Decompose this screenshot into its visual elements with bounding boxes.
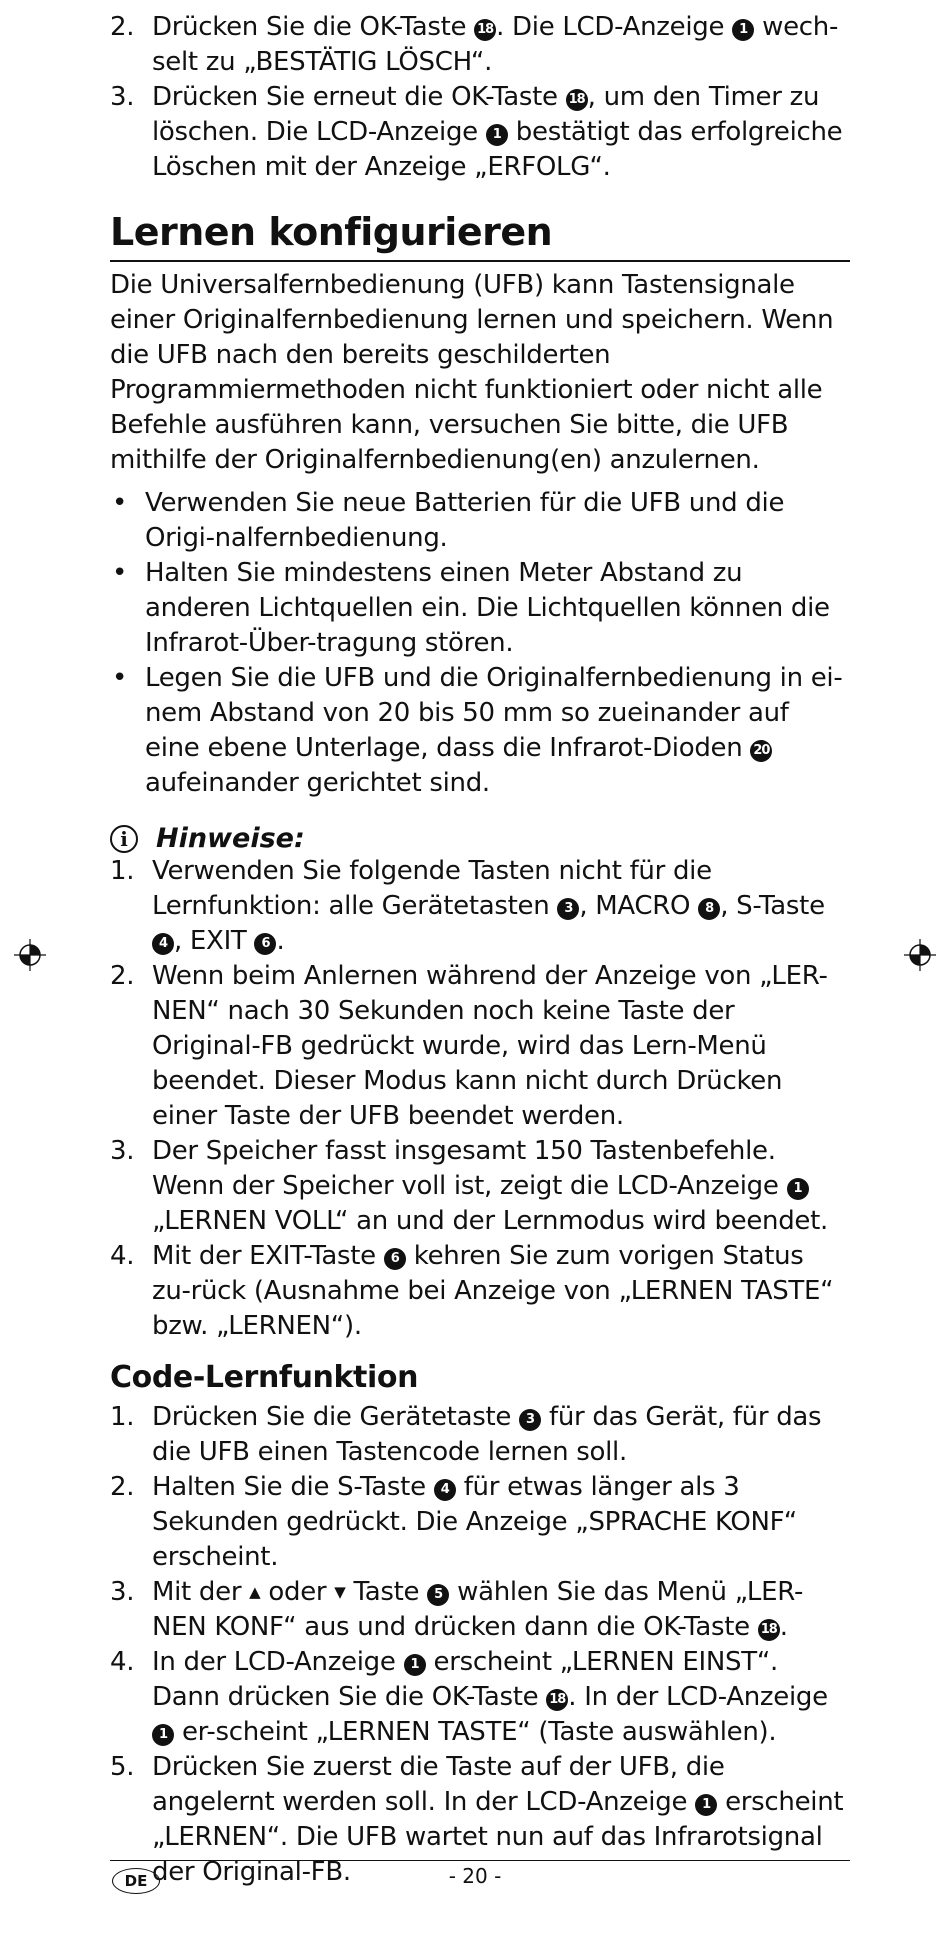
text-run: wech-selt zu „BESTÄTIG LÖSCH“. — [152, 12, 839, 77]
text-run: In der LCD-Anzeige — [152, 1647, 404, 1677]
text-run: Taste — [345, 1577, 428, 1607]
page-number: - 20 - — [448, 1864, 502, 1888]
text-run: für etwas länger als 3 Sekunden gedrückt. Die Anzeige „SPRACHE KONF“ erscheint. — [152, 1472, 797, 1572]
note-item — [110, 1134, 850, 1239]
item-number: 2. — [110, 961, 135, 991]
text-run: oder — [260, 1577, 335, 1607]
text-run: kehren Sie zum vorigen Status zu-rück (Ausnahme bei Anzeige von „LERNEN TASTE“ bzw. „LERNEN“). — [152, 1241, 834, 1341]
reference-number-badge: 18 — [758, 1619, 780, 1641]
item-text — [152, 10, 850, 80]
item-number: 1. — [110, 1402, 135, 1432]
note-item — [110, 959, 850, 1134]
reference-number-badge: 1 — [152, 1724, 174, 1746]
item-text — [152, 1575, 850, 1645]
text-run: Legen Sie die UFB und die Originalfernbedienung in ei-nem Abstand von 20 bis 50 mm so zueinander auf eine ebene Unterlage, dass die Infrarot-Dioden — [145, 663, 843, 763]
text-run: erscheint „LERNEN EINST“. Dann drücken Sie die OK-Taste — [152, 1647, 778, 1712]
reference-number-badge: 1 — [732, 19, 754, 41]
text-run: Drücken Sie die Gerätetaste — [152, 1402, 520, 1432]
bullet-icon: • — [112, 488, 128, 518]
text-run: Der Speicher fasst insgesamt 150 Tastenbefehle. Wenn der Speicher voll ist, zeigt die LCD-Anzeige — [152, 1136, 787, 1201]
arrow-down-icon: ▼ — [334, 1583, 346, 1601]
registration-mark-right-icon — [904, 939, 936, 971]
text-run: Mit der EXIT-Taste — [152, 1241, 384, 1271]
reference-number-badge: 4 — [152, 933, 174, 955]
item-text — [152, 854, 850, 959]
item-text — [145, 661, 850, 801]
item-number: 3. — [110, 82, 135, 112]
reference-number-badge: 4 — [434, 1479, 456, 1501]
text-run: Drücken Sie zuerst die Taste auf der UFB, die angelernt werden soll. In der LCD-Anzeige — [152, 1752, 725, 1817]
note-item — [110, 854, 850, 959]
reference-number-badge: 18 — [474, 19, 496, 41]
step-item — [110, 10, 850, 80]
text-run: Verwenden Sie folgende Tasten nicht für die Lernfunktion: alle Gerätetasten — [152, 856, 712, 921]
item-number: 2. — [110, 1472, 135, 1502]
bullet-icon: • — [112, 558, 128, 588]
text-run: für das Gerät, für das die UFB einen Tastencode lernen soll. — [152, 1402, 822, 1467]
step-item — [110, 80, 850, 185]
item-number: 4. — [110, 1647, 135, 1677]
text-run: Halten Sie die S-Taste — [152, 1472, 434, 1502]
registration-mark-left-icon — [14, 939, 46, 971]
intro-paragraph: Die Universalfernbedienung (UFB) kann Tastensignale einer Originalfernbedienung lernen und speichern. Wenn die UFB nach den bereits geschilderten Programmiermethoden nicht funktioniert oder nicht alle Befehle ausführen kann, versuchen Sie bitte, die UFB mithilfe der Originalfernbedienung(en) anzulernen. — [110, 270, 834, 475]
code-steps-list — [110, 1400, 850, 1890]
text-run: aufeinander gerichtet sind. — [145, 768, 490, 798]
info-icon: i — [110, 825, 138, 853]
note-item — [110, 1239, 850, 1344]
arrow-up-icon: ▲ — [249, 1583, 261, 1601]
reference-number-badge: 6 — [384, 1248, 406, 1270]
reference-number-badge: 5 — [427, 1584, 449, 1606]
reference-number-badge: 1 — [695, 1794, 717, 1816]
reference-number-badge: 20 — [750, 740, 772, 762]
text-run: , um den Timer zu löschen. Die LCD-Anzeige — [152, 82, 820, 147]
notes-list — [110, 854, 850, 1344]
item-number: 3. — [110, 1577, 135, 1607]
text-run: . In der LCD-Anzeige — [568, 1682, 828, 1712]
text-run: bestätigt das erfolgreiche Löschen mit der Anzeige „ERFOLG“. — [152, 117, 843, 182]
bullet-item — [110, 661, 850, 801]
section-title: Lernen konfigurieren — [110, 210, 553, 254]
bullet-icon: • — [112, 663, 128, 693]
item-text — [152, 1400, 850, 1470]
text-run: . Die LCD-Anzeige — [496, 12, 733, 42]
item-number: 4. — [110, 1241, 135, 1271]
item-text — [152, 1645, 850, 1750]
item-text — [152, 1470, 850, 1575]
text-run: wählen Sie das Menü „LER-NEN KONF“ aus und drücken dann die OK-Taste — [152, 1577, 804, 1642]
hinweise-label: Hinweise: — [156, 823, 305, 854]
text-run: Drücken Sie die OK-Taste — [152, 12, 475, 42]
item-text — [152, 1239, 850, 1344]
reference-number-badge: 3 — [557, 898, 579, 920]
item-number: 5. — [110, 1752, 135, 1782]
text-run: Drücken Sie erneut die OK-Taste — [152, 82, 566, 112]
reference-number-badge: 1 — [486, 124, 508, 146]
reference-number-badge: 1 — [787, 1178, 809, 1200]
bullet-list — [110, 486, 850, 801]
text-run: . — [276, 926, 285, 956]
continued-steps-list — [110, 10, 850, 185]
subsection-title: Code-Lernfunktion — [110, 1360, 419, 1395]
item-number: 1. — [110, 856, 135, 886]
text-run: erscheint „LERNEN“. Die UFB wartet nun auf das Infrarotsignal der Original-FB. — [152, 1787, 844, 1887]
text-run: Mit der — [152, 1577, 250, 1607]
text-run: , S-Taste — [720, 891, 825, 921]
bullet-item — [110, 556, 850, 661]
item-text — [152, 959, 850, 1134]
text-run: , MACRO — [579, 891, 699, 921]
item-number: 3. — [110, 1136, 135, 1166]
step-item — [110, 1645, 850, 1750]
item-text — [145, 486, 850, 556]
reference-number-badge: 18 — [546, 1689, 568, 1711]
step-item — [110, 1470, 850, 1575]
text-run: Verwenden Sie neue Batterien für die UFB und die Origi-nalfernbedienung. — [145, 488, 785, 553]
reference-number-badge: 1 — [404, 1654, 426, 1676]
reference-number-badge: 3 — [519, 1409, 541, 1431]
item-text — [152, 1134, 850, 1239]
section-title-rule — [110, 260, 850, 262]
bullet-item — [110, 486, 850, 556]
reference-number-badge: 6 — [254, 933, 276, 955]
item-text — [145, 556, 850, 661]
text-run: Halten Sie mindestens einen Meter Abstand zu anderen Lichtquellen ein. Die Lichtquellen können die Infrarot-Über-tragung stören. — [145, 558, 830, 658]
footer-rule — [110, 1860, 850, 1861]
text-run: . — [779, 1612, 788, 1642]
reference-number-badge: 18 — [566, 89, 588, 111]
reference-number-badge: 8 — [698, 898, 720, 920]
text-run: „LERNEN VOLL“ an und der Lernmodus wird beendet. — [152, 1206, 828, 1236]
item-number: 2. — [110, 12, 135, 42]
text-run: Wenn beim Anlernen während der Anzeige von „LER-NEN“ nach 30 Sekunden noch keine Taste der Original-FB gedrückt wurde, wird das Lern-Menü beendet. Dieser Modus kann nicht durch Drücken einer Taste der UFB beendet werden. — [152, 961, 828, 1131]
text-run: , EXIT — [174, 926, 255, 956]
manual-page — [110, 10, 850, 1890]
item-text — [152, 80, 850, 185]
language-badge: DE — [112, 1868, 160, 1894]
text-run: er-scheint „LERNEN TASTE“ (Taste auswählen). — [174, 1717, 777, 1747]
step-item — [110, 1400, 850, 1470]
step-item — [110, 1575, 850, 1645]
hinweise-heading — [110, 823, 850, 854]
